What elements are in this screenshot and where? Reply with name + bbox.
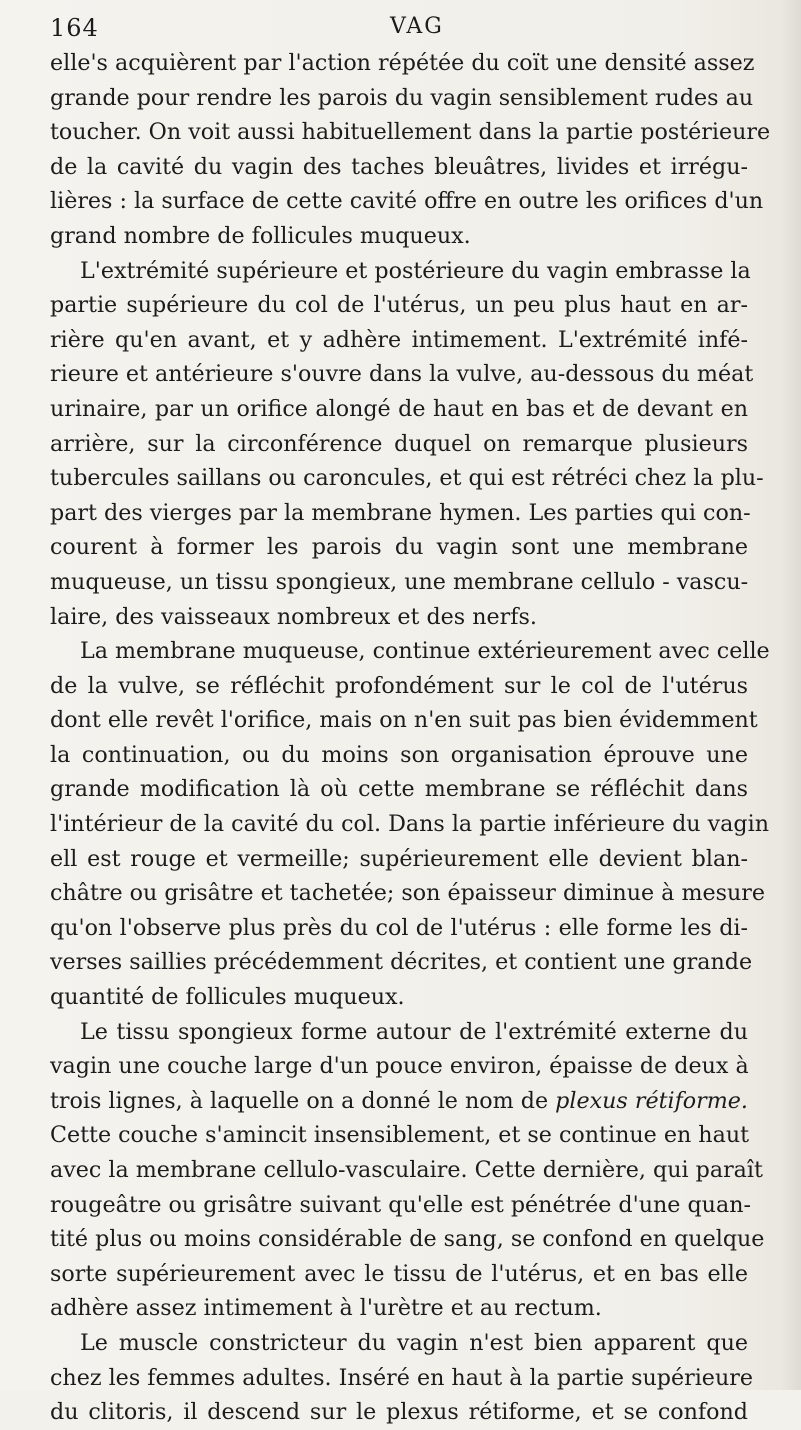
text-line: L'extrémité supérieure et postérieure du vagin embrasse la (80, 257, 751, 284)
text-line: elle's acquièrent par l'action répétée du coït une densité assez (50, 50, 755, 76)
text-line: de la vulve, se réfléchit profondément sur le col de l'utérus (50, 672, 748, 699)
page-number: 164 (50, 14, 99, 42)
text-line: du clitoris, il descend sur le plexus rétiforme, et se confond (50, 1399, 748, 1426)
text-line: qu'on l'observe plus près du col de l'utérus : elle forme les di- (50, 914, 748, 941)
text-line: quantité de follicules muqueux. (50, 984, 405, 1011)
page-edge-shadow (781, 0, 801, 1390)
text-line: chez les femmes adultes. Inséré en haut à la partie supérieure (50, 1364, 753, 1391)
text-line: La membrane muqueuse, continue extérieurement avec celle (80, 638, 770, 665)
text-line: Le tissu spongieux forme autour de l'extrémité externe du (80, 1018, 748, 1045)
text-line: Le muscle constricteur du vagin n'est bien apparent que (80, 1329, 748, 1356)
text-line: partie supérieure du col de l'utérus, un peu plus haut en ar- (50, 292, 748, 319)
text-line: rougeâtre ou grisâtre suivant qu'elle est pénétrée d'une quan- (50, 1191, 751, 1218)
text-line: vagin une couche large d'un pouce environ, épaisse de deux à (50, 1053, 749, 1080)
text-line: laire, des vaisseaux nombreux et des nerfs. (50, 603, 537, 630)
text-line: avec la membrane cellulo-vasculaire. Cette dernière, qui paraît (50, 1157, 763, 1183)
text-line-start: trois lignes, à laquelle on a donné le nom de (50, 1087, 556, 1114)
text-line: rieure et antérieure s'ouvre dans la vulve, au-dessous du méat (50, 361, 754, 388)
text-line: arrière, sur la circonférence duquel on remarque plusieurs (50, 430, 748, 457)
running-head: VAG (390, 14, 444, 39)
italic-term: plexus rétiforme. (555, 1087, 748, 1114)
text-line: ell est rouge et vermeille; supérieurement elle devient blan- (50, 845, 748, 872)
page-header (50, 14, 750, 48)
text-line: part des vierges par la membrane hymen. Les parties qui con- (50, 499, 751, 526)
text-line: Cette couche s'amincit insensiblement, et se continue en haut (50, 1122, 750, 1149)
text-line: urinaire, par un orifice alongé de haut en bas et de devant en (50, 395, 748, 422)
text-line: dont elle revêt l'orifice, mais on n'en suit pas bien évidemment (50, 707, 758, 734)
text-line: de la cavité du vagin des taches bleuâtres, livides et irrégu- (50, 153, 748, 180)
text-line: adhère assez intimement à l'urètre et au rectum. (50, 1295, 602, 1322)
text-line: l'intérieur de la cavité du col. Dans la partie inférieure du vagin (50, 811, 769, 838)
text-line (50, 1084, 748, 1119)
text-line: tité plus ou moins considérable de sang, se confond en quelque (50, 1226, 765, 1253)
text-line: grande pour rendre les parois du vagin sensiblement rudes au (50, 84, 754, 111)
text-line: châtre ou grisâtre et tachetée; son épaisseur diminue à mesure (50, 880, 766, 907)
text-line: muqueuse, un tissu spongieux, une membrane cellulo - vascu- (50, 568, 749, 595)
text-line: grand nombre de follicules muqueux. (50, 222, 471, 249)
text-line: sorte supérieurement avec le tissu de l'utérus, et en bas elle (50, 1260, 748, 1287)
text-line: lières : la surface de cette cavité offre en outre les orifices d'un (50, 188, 764, 215)
text-line: toucher. On voit aussi habituellement dans la partie postérieure (50, 119, 771, 146)
text-line: verses saillies précédemment décrites, et contient une grande (50, 949, 753, 976)
text-line: rière qu'en avant, et y adhère intimement. L'extrémité infé- (50, 326, 748, 353)
text-line: tubercules saillans ou caroncules, et qui est rétréci chez la plu- (50, 465, 764, 492)
body-text (50, 46, 771, 1430)
text-line: la continuation, ou du moins son organisation éprouve une (50, 741, 748, 768)
text-line: grande modification là où cette membrane se réfléchit dans (50, 776, 748, 803)
text-line: courent à former les parois du vagin sont une membrane (50, 534, 748, 561)
